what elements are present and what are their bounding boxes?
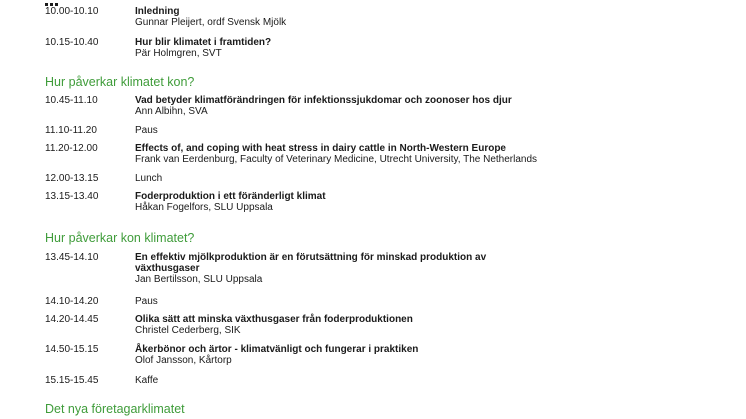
agenda-title: Vad betyder klimatförändringen för infektionssjukdomar och zoonoser hos djur — [135, 95, 512, 106]
agenda-title: Inledning — [135, 6, 180, 17]
agenda-break: Paus — [135, 125, 158, 136]
agenda-time: 15.15-15.45 — [45, 375, 99, 386]
agenda-title: Hur blir klimatet i framtiden? — [135, 37, 272, 48]
agenda-time: 10.00-10.10 — [45, 6, 99, 17]
agenda-speaker: Pär Holmgren, SVT — [135, 48, 222, 59]
agenda-time: 13.15-13.40 — [45, 191, 99, 202]
agenda-time: 13.45-14.10 — [45, 252, 99, 263]
agenda-break: Kaffe — [135, 375, 159, 386]
section-heading: Hur påverkar klimatet kon? — [45, 75, 195, 89]
agenda-time: 10.45-11.10 — [45, 95, 98, 106]
agenda-speaker: Håkan Fogelfors, SLU Uppsala — [135, 202, 273, 213]
agenda-speaker: Olof Jansson, Kårtorp — [135, 355, 232, 366]
agenda-title: Effects of, and coping with heat stress in dairy cattle in North-Western Europe — [135, 143, 506, 154]
agenda-title: Olika sätt att minska växthusgaser från foderproduktionen — [135, 314, 413, 325]
agenda-time: 11.20-12.00 — [45, 143, 98, 154]
agenda-title: En effektiv mjölkproduktion är en förutsättning för minskad produktion av växthusgaser — [135, 252, 487, 274]
agenda-speaker: Christel Cederberg, SIK — [135, 325, 241, 336]
agenda-speaker: Frank van Eerdenburg, Faculty of Veterinary Medicine, Utrecht University, The Netherlands — [135, 154, 538, 165]
agenda-speaker: Ann Albihn, SVA — [135, 106, 208, 117]
agenda-time: 10.15-10.40 — [45, 37, 99, 48]
agenda-title: Åkerbönor och ärtor - klimatvänligt och fungerar i praktiken — [135, 344, 419, 355]
agenda-time: 14.10-14.20 — [45, 296, 99, 307]
agenda-time: 12.00-13.15 — [45, 173, 99, 184]
agenda-speaker: Jan Bertilsson, SLU Uppsala — [135, 274, 263, 285]
clipped-text-fragment — [45, 0, 85, 1]
agenda-time: 11.10-11.20 — [45, 125, 97, 136]
agenda-break: Paus — [135, 296, 158, 307]
section-heading: Hur påverkar kon klimatet? — [45, 231, 195, 245]
agenda-time: 14.50-15.15 — [45, 344, 99, 355]
section-heading: Det nya företagarklimatet — [45, 402, 185, 416]
agenda-speaker: Gunnar Pleijert, ordf Svensk Mjölk — [135, 17, 287, 28]
agenda-time: 14.20-14.45 — [45, 314, 99, 325]
agenda-break: Lunch — [135, 173, 163, 184]
agenda-title: Foderproduktion i ett föränderligt klimat — [135, 191, 326, 202]
